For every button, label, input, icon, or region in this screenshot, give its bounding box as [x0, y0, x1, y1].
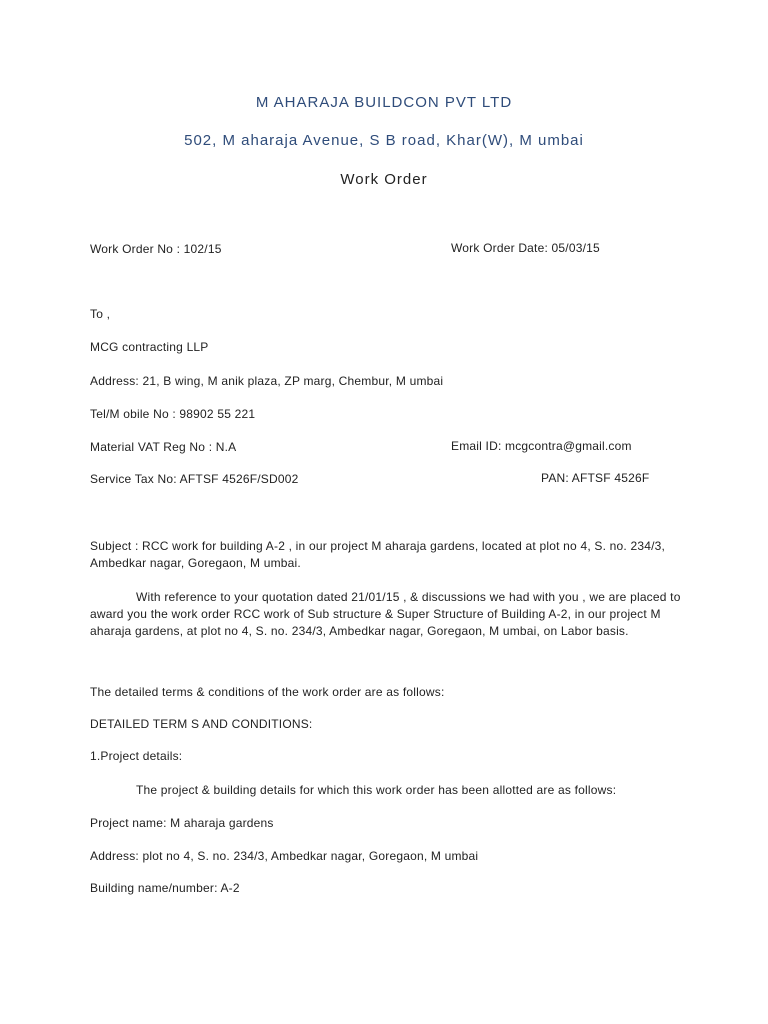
recipient-tel: Tel/M obile No : 98902 55 221	[90, 407, 256, 421]
work-order-number: Work Order No : 102/15	[90, 242, 222, 256]
section-project-details: 1.Project details:	[90, 749, 183, 763]
recipient-email: Email ID: mcgcontra@gmail.com	[451, 439, 632, 453]
company-address: 502, M aharaja Avenue, S B road, Khar(W), M umbai	[184, 132, 584, 149]
company-name: M AHARAJA BUILDCON PVT LTD	[255, 94, 513, 111]
recipient-service-tax: Service Tax No: AFTSF 4526F/SD002	[90, 472, 299, 486]
work-order-date: Work Order Date: 05/03/15	[451, 241, 600, 255]
reference-paragraph: With reference to your quotation dated 21/01/15 , & discussions we had with you , we are placed to award you the work order RCC work of Sub structure & Super Structure of Building A-2, in our project M aharaja gardens, at plot no 4, S. no. 234/3, Ambedkar nagar, Goregaon, M umbai, on Labor basis.	[90, 590, 681, 638]
terms-heading: DETAILED TERM S AND CONDITIONS:	[90, 717, 313, 731]
terms-intro: The detailed terms & conditions of the work order are as follows:	[90, 685, 445, 699]
document-title: Work Order	[340, 171, 428, 188]
subject-paragraph: Subject : RCC work for building A-2 , in our project M aharaja gardens, located at plot no 4, S. no. 234/3, Ambedkar nagar, Goregaon, M umbai.	[90, 539, 666, 570]
building-name: Building name/number: A-2	[90, 881, 240, 895]
project-name: Project name: M aharaja gardens	[90, 816, 274, 830]
section-project-intro: The project & building details for which this work order has been allotted are as follows:	[136, 783, 617, 797]
recipient-pan: PAN: AFTSF 4526F	[541, 471, 650, 485]
recipient-address: Address: 21, B wing, M anik plaza, ZP marg, Chembur, M umbai	[90, 374, 444, 388]
to-line: To ,	[90, 307, 111, 321]
project-address: Address: plot no 4, S. no. 234/3, Ambedkar nagar, Goregaon, M umbai	[90, 849, 479, 863]
recipient-vat: Material VAT Reg No : N.A	[90, 440, 237, 454]
recipient-name: MCG contracting LLP	[90, 340, 209, 354]
